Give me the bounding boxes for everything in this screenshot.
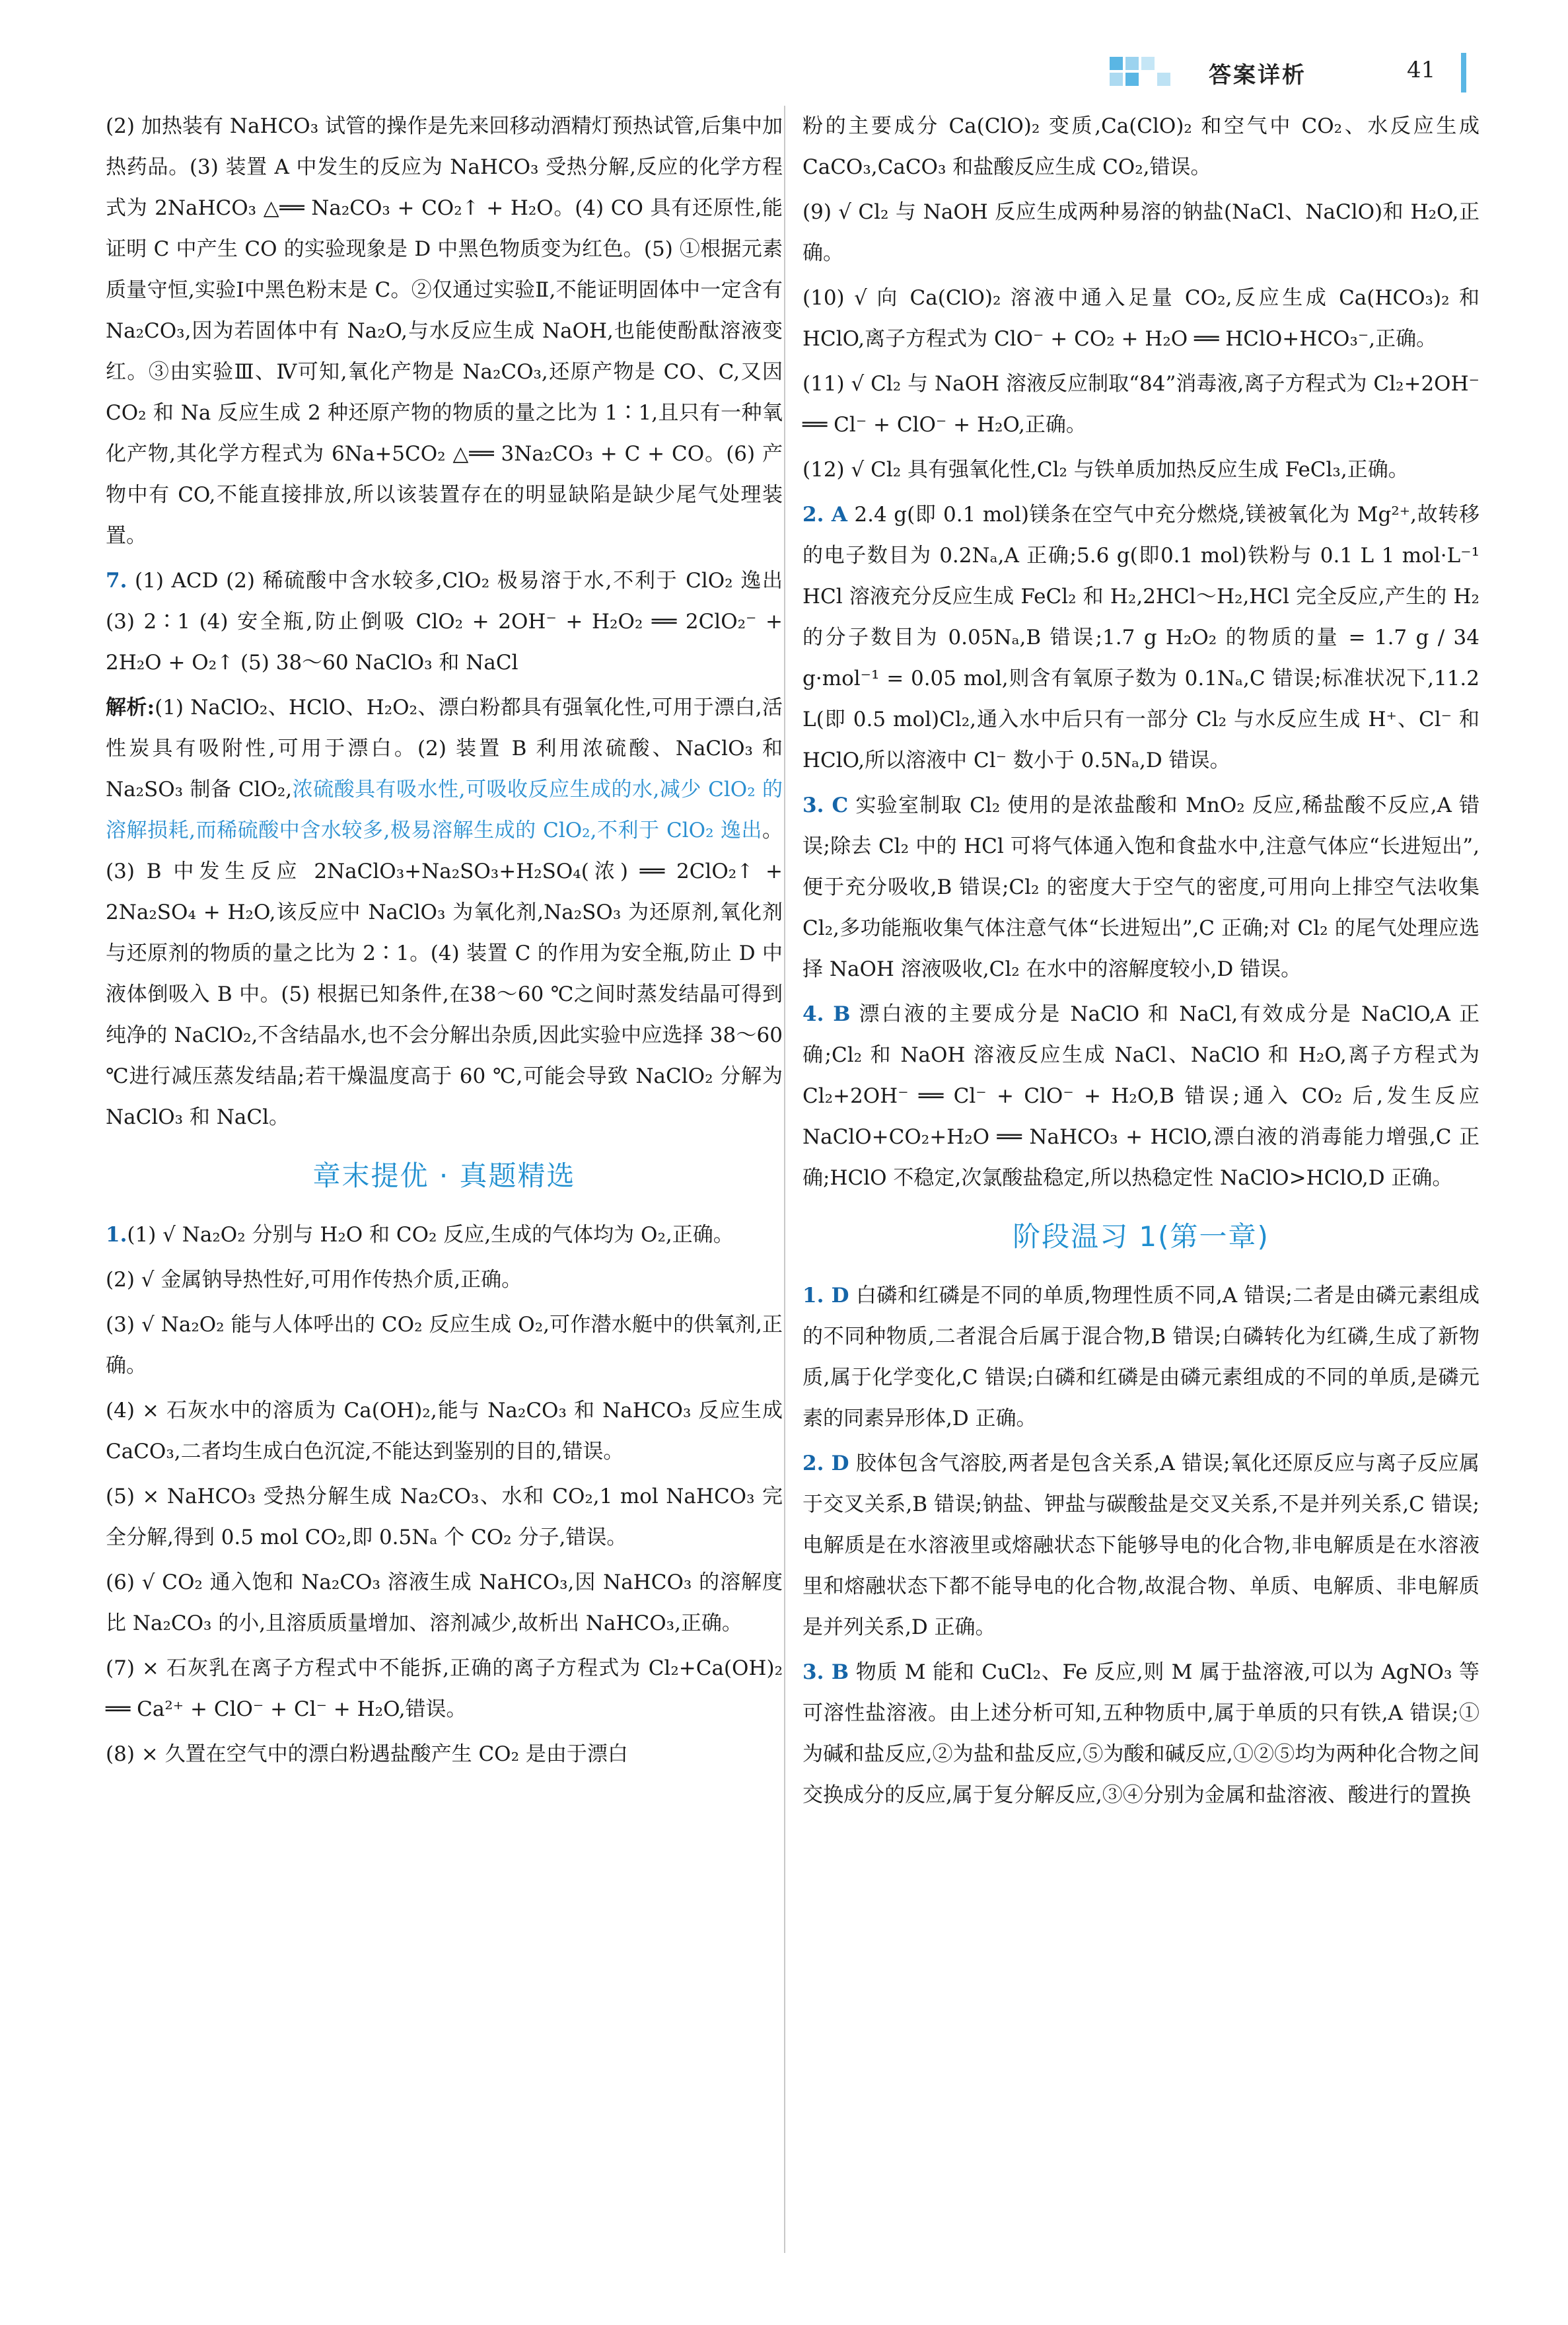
answer-2 bbox=[802, 494, 1479, 781]
item-11: (11) √ Cl₂ 与 NaOH 溶液反应制取“84”消毒液,离子方程式为 Cl₂+2OH⁻ ══ Cl⁻ + ClO⁻ + H₂O,正确。 bbox=[802, 372, 1479, 437]
item-3: (3) √ Na₂O₂ 能与人体呼出的 CO₂ 反应生成 O₂,可作潜水艇中的供氧剂,正确。 bbox=[106, 1313, 783, 1378]
explanation-label: 解析: bbox=[106, 696, 155, 720]
answer-6-continued: (2) 加热装有 NaHCO₃ 试管的操作是先来回移动酒精灯预热试管,后集中加热药品。(3) 装置 A 中发生的反应为 NaHCO₃ 受热分解,反应的化学方程式为 2NaHCO₃ △══ Na₂CO₃ + CO₂↑ + H₂O。(4) CO 具有还原性,能证明 C 中产生 CO 的实验现象是 D 中黑色物质变为红色。(5) ①根据元素质量守恒,实验Ⅰ中黑色粉末是 C。②仅通过实验Ⅱ,不能证明固体中一定含有 Na₂CO₃,因为若固体中有 Na₂O,与水反应生成 NaOH,也能使酚酞溶液变红。③由实验Ⅲ、Ⅳ可知,氧化产物是 Na₂CO₃,还原产物是 CO、C,又因 CO₂ 和 Na 反应生成 2 种还原产物的物质的量之比为 1∶1,且只有一种氧化产物,其化学方程式为 6Na+5CO₂ △══ 3Na₂CO₃ + C + CO。(6) 产物中有 CO,不能直接排放,所以该装置存在的明显缺陷是缺少尾气处理装置。 bbox=[106, 114, 783, 548]
left-column bbox=[106, 106, 783, 1779]
item-12: (12) √ Cl₂ 具有强氧化性,Cl₂ 与铁单质加热反应生成 FeCl₃,正确。 bbox=[802, 458, 1409, 482]
explanation-7 bbox=[106, 687, 783, 1138]
answer-text: 实验室制取 Cl₂ 使用的是浓盐酸和 MnO₂ 反应,稀盐酸不反应,A 错误;除去 Cl₂ 中的 HCl 可将气体通入饱和食盐水中,注意气体应“长进短出”,便于充分吸收,B 错误;Cl₂ 的密度大于空气的密度,可用向上排空气法收集 Cl₂,多功能瓶收集气体注意气体“长进短出”,C 正确;对 Cl₂ 的尾气处理应选择 NaOH 溶液吸收,Cl₂ 在水中的溶解度较小,D 错误。 bbox=[802, 793, 1480, 981]
page-number: 41 bbox=[1407, 57, 1436, 83]
item-4: (4) × 石灰水中的溶质为 Ca(OH)₂,能与 Na₂CO₃ 和 NaHCO₃ 反应生成 CaCO₃,二者均生成白色沉淀,不能达到鉴别的目的,错误。 bbox=[106, 1399, 783, 1463]
question-number: 4. B bbox=[802, 1002, 851, 1026]
header-decoration-icon bbox=[1110, 57, 1176, 89]
section-title: 章末提优 · 真题精选 bbox=[312, 1160, 576, 1192]
item-7: (7) × 石灰乳在离子方程式中不能拆,正确的离子方程式为 Cl₂+Ca(OH)₂ ══ Ca²⁺ + ClO⁻ + Cl⁻ + H₂O,错误。 bbox=[106, 1656, 783, 1721]
explanation-text: 。(3) B 中发生反应 2NaClO₃+Na₂SO₃+H₂SO₄(浓) ══ 2ClO₂↑ + 2Na₂SO₄ + H₂O,该反应中 NaClO₃ 为氧化剂,Na₂SO₃ 为还原剂,氧化剂与还原剂的物质的量之比为 2∶1。(4) 装置 C 的作用为安全瓶,防止 D 中液体倒吸入 B 中。(5) 根据已知条件,在38～60 ℃之间时蒸发结晶可得到纯净的 NaClO₂,不含结晶水,也不会分解出杂质,因此实验中应选择 38～60 ℃进行减压蒸发结晶;若干燥温度高于 60 ℃,可能会导致 NaClO₂ 分解为 NaClO₃ 和 NaCl。 bbox=[106, 819, 783, 1129]
item-5: (5) × NaHCO₃ 受热分解生成 Na₂CO₃、水和 CO₂,1 mol NaHCO₃ 完全分解,得到 0.5 mol CO₂,即 0.5Nₐ 个 CO₂ 分子,错误。 bbox=[106, 1485, 783, 1549]
item-2: (2) √ 金属钠导热性好,可用作传热介质,正确。 bbox=[106, 1268, 522, 1292]
page-header bbox=[1096, 53, 1466, 92]
answer-text: 物质 M 能和 CuCl₂、Fe 反应,则 M 属于盐溶液,可以为 AgNO₃ 等可溶性盐溶液。由上述分析可知,五种物质中,属于单质的只有铁,A 错误;①为碱和盐反应,②为盐和盐反应,⑤为酸和碱反应,①②⑤均为两种化合物之间交换成分的反应,属于复分解反应,③④分别为金属和盐溶液、酸进行的置换 bbox=[802, 1660, 1479, 1807]
question-number: 7. bbox=[106, 569, 127, 593]
answer-7 bbox=[106, 560, 783, 683]
answer-text: 胶体包含气溶胶,两者是包含关系,A 错误;氧化还原反应与离子反应属于交叉关系,B 错误;钠盐、钾盐与碳酸盐是交叉关系,不是并列关系,C 错误;电解质是在水溶液里或熔融状态下能够导电的化合物,非电解质是在水溶液里和熔融状态下都不能导电的化合物,故混合物、单质、电解质、非电解质是并列关系,D 正确。 bbox=[802, 1452, 1480, 1639]
review-answer-2 bbox=[802, 1443, 1479, 1648]
question-number: 3. C bbox=[802, 793, 849, 817]
item-8-continued: 粉的主要成分 Ca(ClO)₂ 变质,Ca(ClO)₂ 和空气中 CO₂、水反应生成 CaCO₃,CaCO₃ 和盐酸反应生成 CO₂,错误。 bbox=[802, 114, 1479, 179]
answer-text: 2.4 g(即 0.1 mol)镁条在空气中充分燃烧,镁被氧化为 Mg²⁺,故转移的电子数目为 0.2Nₐ,A 正确;5.6 g(即0.1 mol)铁粉与 0.1 L 1 mol·L⁻¹ HCl 溶液充分反应生成 FeCl₂ 和 H₂,2HCl～H₂,HCl 完全反应,产生的 H₂ 的分子数目为 0.05Nₐ,B 错误;1.7 g H₂O₂ 的物质的量 = 1.7 g / 34 g·mol⁻¹ = 0.05 mol,则含有氧原子数为 0.1Nₐ,C 错误;标准状况下,11.2 L(即 0.5 mol)Cl₂,通入水中后只有一部分 Cl₂ 与水反应生成 H⁺、Cl⁻ 和 HClO,所以溶液中 Cl⁻ 数小于 0.5Nₐ,D 错误。 bbox=[802, 503, 1479, 772]
item-text: (1) √ Na₂O₂ 分别与 H₂O 和 CO₂ 反应,生成的气体均为 O₂,正确。 bbox=[127, 1223, 734, 1247]
answer-text: 白磷和红磷是不同的单质,物理性质不同,A 错误;二者是由磷元素组成的不同种物质,二者混合后属于混合物,B 错误;白磷转化为红磷,生成了新物质,属于化学变化,C 错误;白磷和红磷是由磷元素组成的不同的单质,是磷元素的同素异形体,D 正确。 bbox=[802, 1284, 1480, 1430]
item-9: (9) √ Cl₂ 与 NaOH 反应生成两种易溶的钠盐(NaCl、NaClO)和 H₂O,正确。 bbox=[802, 200, 1479, 265]
highlighted-text: 浓硫酸具有吸水性,可吸收反应生成的水,减少 ClO₂ 的溶解损耗,而稀硫酸中含水较多,极易溶解生成的 ClO₂,不利于 ClO₂ 逸出 bbox=[106, 778, 783, 842]
review-answer-3 bbox=[802, 1652, 1479, 1816]
answer-7-text: (1) ACD (2) 稀硫酸中含水较多,ClO₂ 极易溶于水,不利于 ClO₂ 逸出 (3) 2∶1 (4) 安全瓶,防止倒吸 ClO₂ + 2OH⁻ + H₂O₂ ══ 2ClO₂⁻ + 2H₂O + O₂↑ (5) 38～60 NaClO₃ 和 NaCl bbox=[106, 569, 783, 675]
column-divider bbox=[784, 106, 785, 2253]
right-column bbox=[802, 106, 1479, 1820]
review-answer-1 bbox=[802, 1275, 1479, 1439]
question-number: 1. bbox=[106, 1223, 127, 1247]
item-6: (6) √ CO₂ 通入饱和 Na₂CO₃ 溶液生成 NaHCO₃,因 NaHCO₃ 的溶解度比 Na₂CO₃ 的小,且溶质质量增加、溶剂减少,故析出 NaHCO₃,正确。 bbox=[106, 1570, 783, 1635]
answer-3 bbox=[802, 785, 1479, 990]
header-accent-bar bbox=[1461, 53, 1466, 92]
section-title: 阶段温习 1(第一章) bbox=[1013, 1220, 1269, 1253]
explanation-text: (1) NaClO₂、HClO、H₂O₂、漂白粉都具有强氧化性,可用于漂白,活性炭具有吸附性,可用于漂白。(2) 装置 B 利用浓硫酸、NaClO₃ 和 Na₂SO₃ 制备 ClO₂, bbox=[106, 696, 783, 801]
question-number: 2. D bbox=[802, 1452, 849, 1475]
question-number: 2. A bbox=[802, 503, 847, 527]
answer-text: 漂白液的主要成分是 NaClO 和 NaCl,有效成分是 NaClO,A 正确;Cl₂ 和 NaOH 溶液反应生成 NaCl、NaClO 和 H₂O,离子方程式为 Cl₂+2OH⁻ ══ Cl⁻ + ClO⁻ + H₂O,B 错误;通入 CO₂ 后,发生反应 NaClO+CO₂+H₂O ══ NaHCO₃ + HClO,漂白液的消毒能力增强,C 正确;HClO 不稳定,次氯酸盐稳定,所以热稳定性 NaClO>HClO,D 正确。 bbox=[802, 1002, 1480, 1190]
item-8: (8) × 久置在空气中的漂白粉遇盐酸产生 CO₂ 是由于漂白 bbox=[106, 1742, 628, 1766]
question-number: 3. B bbox=[802, 1660, 849, 1684]
question-number: 1. D bbox=[802, 1284, 849, 1308]
answer-4 bbox=[802, 994, 1479, 1199]
item-1 bbox=[106, 1214, 783, 1255]
item-10: (10) √ 向 Ca(ClO)₂ 溶液中通入足量 CO₂,反应生成 Ca(HCO₃)₂ 和 HClO,离子方程式为 ClO⁻ + CO₂ + H₂O ══ HClO+HCO₃⁻,正确。 bbox=[802, 286, 1479, 351]
header-title: 答案详析 bbox=[1209, 62, 1306, 89]
